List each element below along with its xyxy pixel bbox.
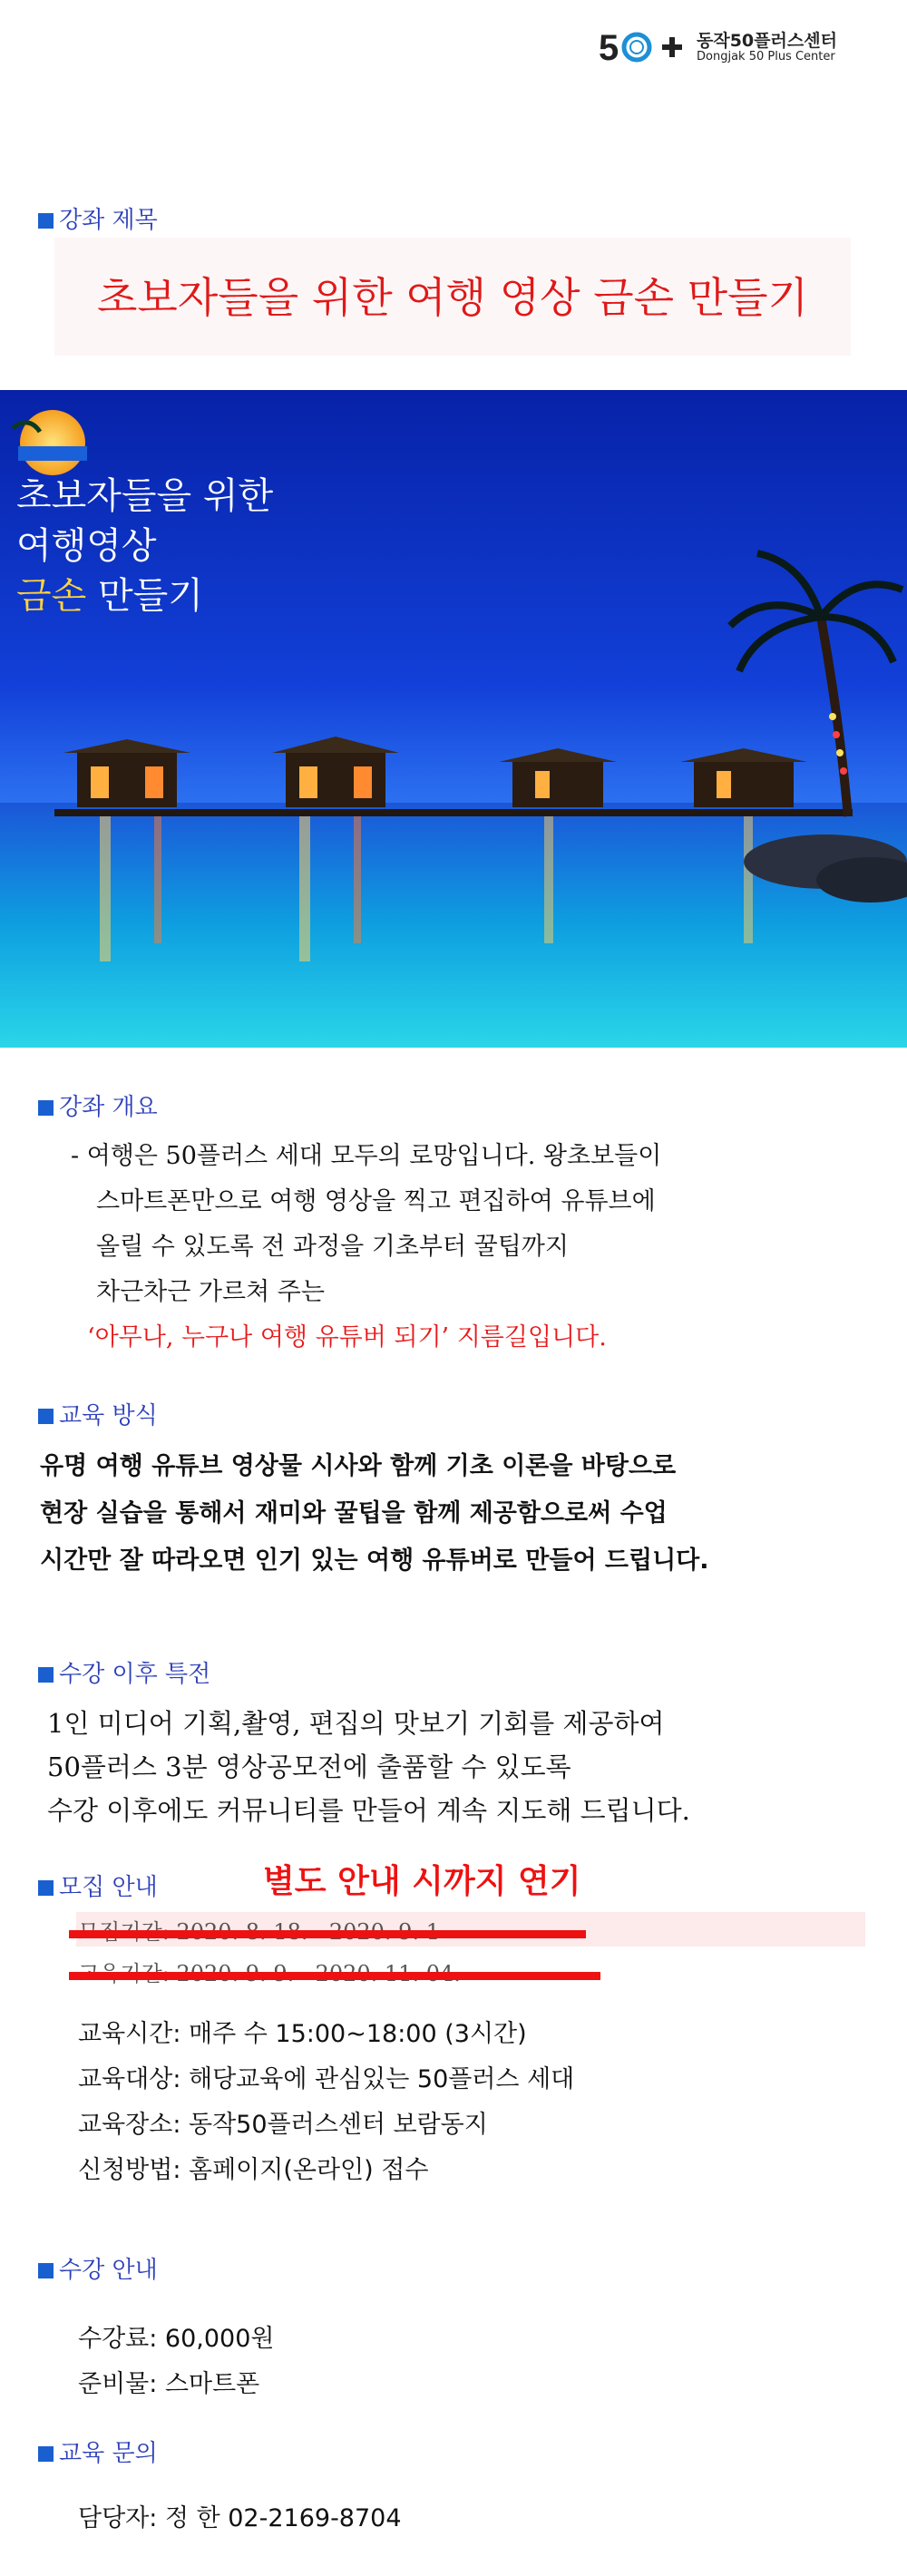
hero-line-1: 초보자들을 위한	[16, 475, 274, 517]
method-line: 현장 실습을 통해서 재미와 꿀팁을 함께 제공함으로써 수업	[40, 1499, 668, 1527]
svg-text:5: 5	[599, 28, 619, 68]
benefit-line: 수강 이후에도 커뮤니티를 만들어 계속 지도해 드립니다.	[47, 1795, 690, 1826]
method-line: 시간만 잘 따라오면 인기 있는 여행 유튜버로 만들어 드립니다.	[40, 1547, 709, 1575]
recruit-line: 교육대상: 해당교육에 관심있는 50플러스 세대	[78, 2065, 575, 2093]
overview-line: 올릴 수 있도록 전 과정을 기초부터 꿀팁까지	[96, 1233, 569, 1261]
blue-square-icon	[38, 1667, 54, 1683]
section-label: 교육 문의	[59, 2440, 158, 2467]
overview-line: 차근차근 가르쳐 주는	[96, 1278, 325, 1306]
recruit-line: 교육장소: 동작50플러스센터 보람동지	[78, 2111, 488, 2139]
hero-line-3-rest: 만들기	[86, 575, 203, 617]
section-benefit	[38, 1655, 210, 1689]
section-label: 강좌 개요	[59, 1094, 158, 1121]
fifty-plus-logo-icon	[599, 20, 689, 71]
strike-line	[69, 1972, 600, 1980]
blue-square-icon	[38, 213, 54, 229]
section-contact	[38, 2435, 158, 2468]
overview-highlight: ‘아무나, 누구나 여행 유튜버 되기’ 지름길입니다.	[87, 1323, 607, 1351]
section-course-title	[38, 201, 158, 235]
sun-icon	[20, 410, 85, 475]
center-logo	[599, 20, 889, 74]
fee-line: 수강료: 60,000원	[78, 2325, 275, 2353]
recruit-line: 교육시간: 매주 수 15:00~18:00 (3시간)	[78, 2020, 527, 2048]
benefit-line: 1인 미디어 기획,촬영, 편집의 맛보기 기회를 제공하여	[47, 1708, 665, 1739]
overview-line: - 여행은 50플러스 세대 모두의 로망입니다. 왕초보들이	[71, 1142, 662, 1170]
section-label: 수강 이후 특전	[59, 1661, 211, 1688]
section-recruit	[38, 1869, 158, 1902]
fee-line: 준비물: 스마트폰	[78, 2370, 260, 2398]
section-label: 교육 방식	[59, 1402, 158, 1429]
hero-line-2: 여행영상	[16, 525, 157, 567]
course-title-box	[54, 238, 851, 356]
blue-square-icon	[38, 1409, 54, 1424]
blue-square-icon	[38, 1100, 54, 1116]
overview-line: 스마트폰만으로 여행 영상을 찍고 편집하여 유튜브에	[96, 1187, 656, 1215]
strike-line	[69, 1930, 586, 1938]
logo-name-en: Dongjak 50 Plus Center	[697, 50, 835, 63]
section-label: 강좌 제목	[59, 207, 158, 234]
course-title: 초보자들을 위한 여행 영상 금손 만들기	[96, 273, 809, 322]
postponed-notice: 별도 안내 시까지 연기	[263, 1863, 581, 1900]
logo-name-ko: 동작50플러스센터	[697, 31, 837, 51]
section-method	[38, 1397, 158, 1430]
blue-square-icon	[38, 2263, 54, 2278]
blue-square-icon	[38, 1880, 54, 1896]
section-overview	[38, 1088, 158, 1122]
hero-banner	[0, 390, 907, 1048]
benefit-line: 50플러스 3분 영상공모전에 출품할 수 있도록	[47, 1751, 571, 1782]
hero-line-3	[16, 567, 203, 619]
recruit-line: 신청방법: 홈페이지(온라인) 접수	[78, 2156, 429, 2184]
section-label: 수강 안내	[59, 2257, 158, 2284]
contact-line: 담당자: 정 한 02-2169-8704	[78, 2504, 402, 2532]
method-line: 유명 여행 유튜브 영상물 시사와 함께 기초 이론을 바탕으로	[40, 1452, 677, 1480]
blue-square-icon	[38, 2446, 54, 2462]
section-label: 모집 안내	[59, 1874, 158, 1901]
section-fee	[38, 2251, 158, 2285]
hero-highlight: 금손	[16, 575, 87, 617]
